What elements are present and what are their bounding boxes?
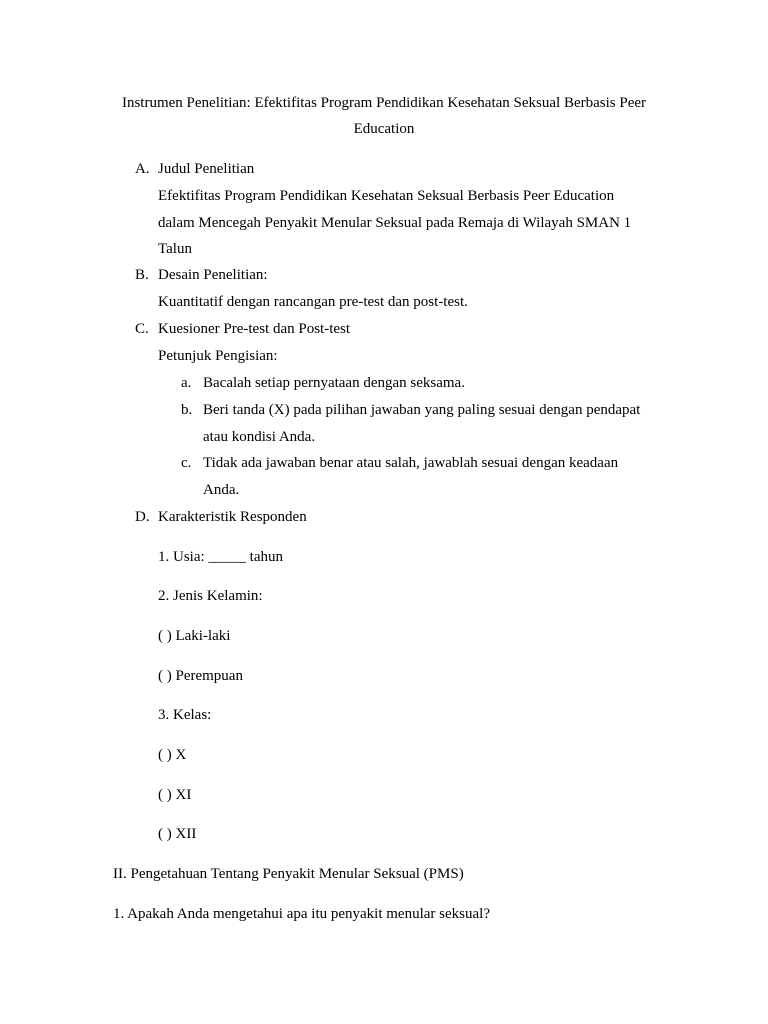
instruction-marker: b. xyxy=(181,402,193,418)
question-1: 1. Apakah Anda mengetahui apa itu penyakit menular seksual? xyxy=(113,906,490,922)
section-b-marker: B. xyxy=(135,267,149,283)
section-a-text-line: Talun xyxy=(158,241,192,257)
instructions-label: Petunjuk Pengisian: xyxy=(158,348,278,364)
respondent-class-label: 3. Kelas: xyxy=(158,707,212,723)
class-option-xi: ( ) XI xyxy=(158,787,192,803)
document-title-line-1: Instrumen Penelitian: Efektifitas Program Pendidikan Kesehatan Seksual Berbasis Peer xyxy=(121,95,647,111)
section-c-marker: C. xyxy=(135,321,149,337)
gender-option-female: ( ) Perempuan xyxy=(158,668,243,684)
section-d-marker: D. xyxy=(135,509,150,525)
respondent-age-field: 1. Usia: _____ tahun xyxy=(158,549,283,565)
section-c-heading: Kuesioner Pre-test dan Post-test xyxy=(158,321,351,337)
section-b-heading: Desain Penelitian: xyxy=(158,267,268,283)
section-d-heading: Karakteristik Responden xyxy=(158,509,307,525)
instruction-text-line: Bacalah setiap pernyataan dengan seksama. xyxy=(203,375,465,391)
section-a-heading: Judul Penelitian xyxy=(158,161,255,177)
section-2-heading: II. Pengetahuan Tentang Penyakit Menular Seksual (PMS) xyxy=(113,866,464,882)
class-option-xii: ( ) XII xyxy=(158,826,197,842)
instruction-marker: a. xyxy=(181,375,192,391)
section-a-text-line: Efektifitas Program Pendidikan Kesehatan Seksual Berbasis Peer Education xyxy=(158,188,615,204)
section-a-text-line: dalam Mencegah Penyakit Menular Seksual pada Remaja di Wilayah SMAN 1 xyxy=(158,215,632,231)
gender-option-male: ( ) Laki-laki xyxy=(158,628,231,644)
instruction-text-line: Tidak ada jawaban benar atau salah, jawablah sesuai dengan keadaan xyxy=(203,455,619,471)
instruction-text-line: Beri tanda (X) pada pilihan jawaban yang paling sesuai dengan pendapat xyxy=(203,402,641,418)
document-title-line-2: Education xyxy=(353,121,415,137)
instruction-marker: c. xyxy=(181,455,192,471)
respondent-gender-label: 2. Jenis Kelamin: xyxy=(158,588,263,604)
instruction-text-line: atau kondisi Anda. xyxy=(203,429,316,445)
instruction-text-line: Anda. xyxy=(203,482,240,498)
section-a-marker: A. xyxy=(135,161,150,177)
class-option-x: ( ) X xyxy=(158,747,187,763)
section-b-text: Kuantitatif dengan rancangan pre-test dan post-test. xyxy=(158,294,468,310)
